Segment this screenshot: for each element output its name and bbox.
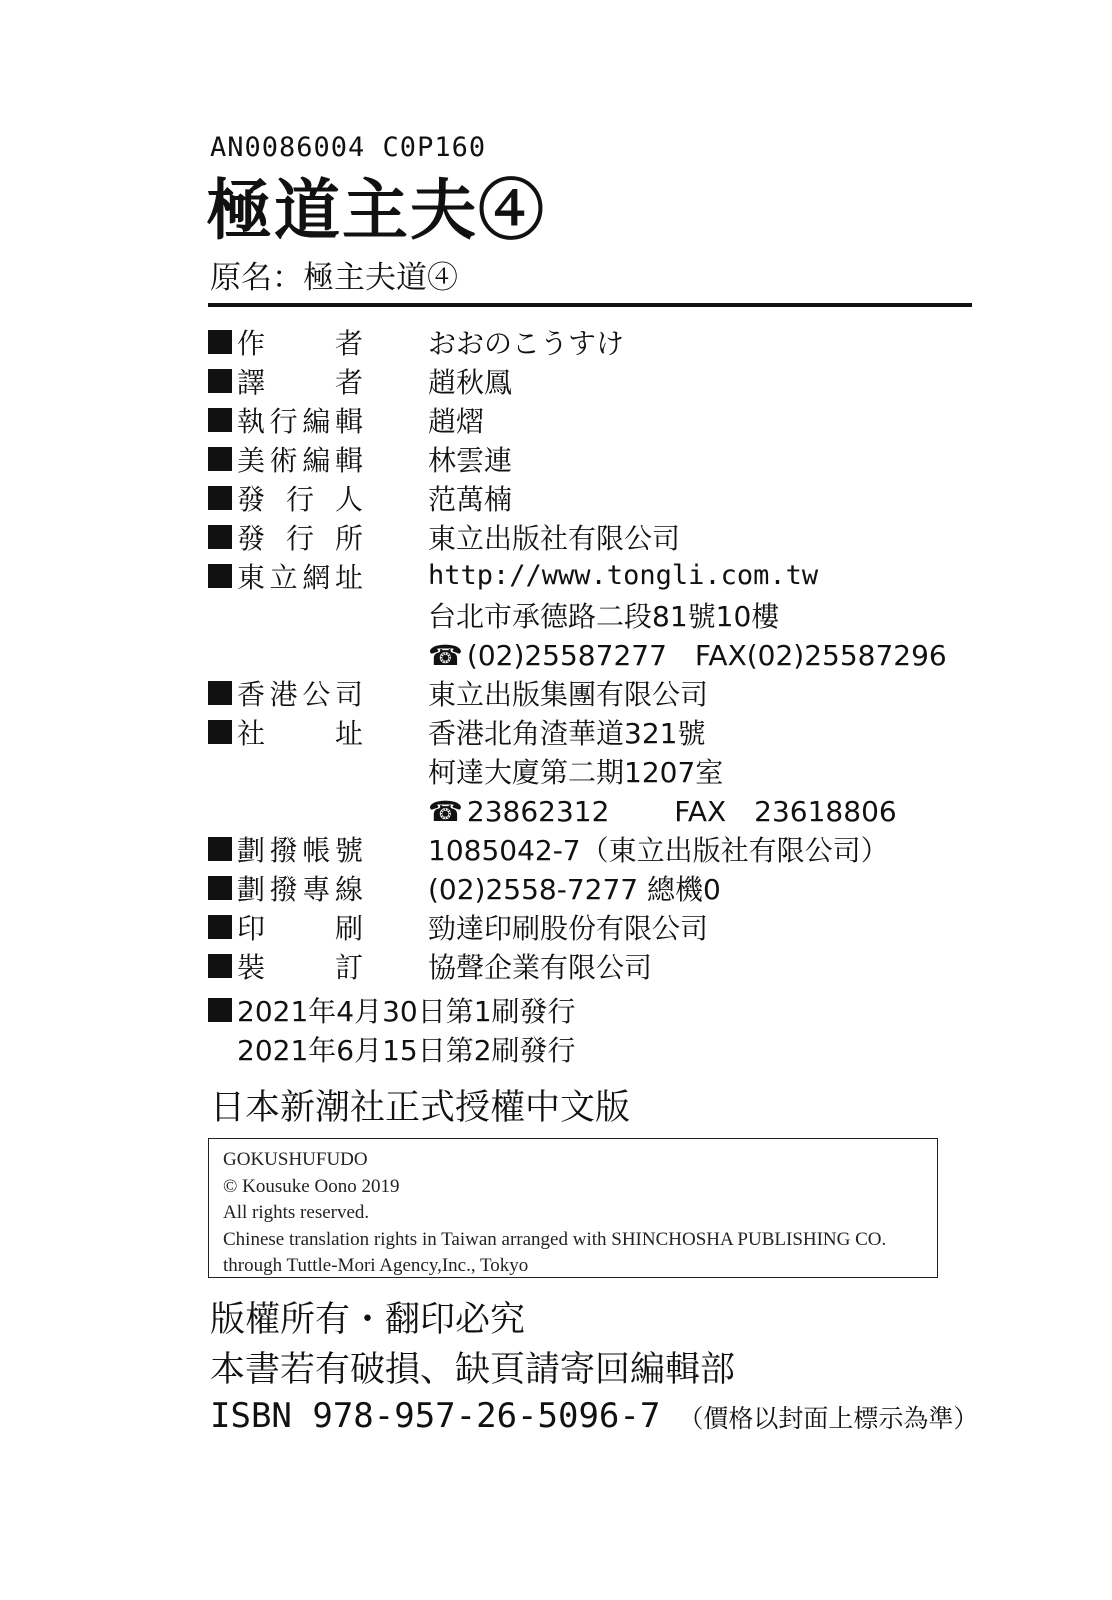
credit-label: 香港公司 — [237, 677, 363, 711]
bullet-square-icon — [208, 681, 232, 705]
bullet-square-icon — [208, 486, 232, 510]
bullet-square-icon — [208, 447, 232, 471]
hk-phone-row — [208, 790, 968, 829]
bullet-square-icon — [208, 998, 232, 1022]
credit-label: 劃撥專線 — [237, 872, 363, 906]
credit-value: 勁達印刷股份有限公司 — [428, 911, 709, 945]
credit-row-account — [208, 829, 968, 868]
rights-line: All rights reserved. — [223, 1202, 370, 1223]
rights-line: through Tuttle-Mori Agency,Inc., Tokyo — [223, 1255, 529, 1276]
isbn-number: ISBN 978-957-26-5096-7 — [210, 1396, 661, 1436]
credits-list — [208, 322, 968, 985]
website-url: http://www.tongli.com.tw — [428, 560, 819, 591]
credit-label: 發行所 — [237, 521, 363, 555]
credit-value: おおのこうすけ — [428, 326, 625, 360]
credit-value: 1085042-7（東立出版社有限公司） — [428, 833, 889, 867]
credit-label: 美術編輯 — [237, 443, 363, 477]
credit-row-translator — [208, 361, 968, 400]
credit-label: 裝 訂 — [237, 950, 363, 984]
credit-value: 林雲連 — [428, 443, 513, 477]
credit-row-art-editor — [208, 439, 968, 478]
credit-row-author — [208, 322, 968, 361]
tongli-phone-row — [208, 634, 968, 673]
credit-value: 協聲企業有限公司 — [428, 950, 653, 984]
credit-label: 發行人 — [237, 482, 363, 516]
rights-line: © Kousuke Oono 2019 — [223, 1175, 400, 1197]
credit-row-publishing-house — [208, 517, 968, 556]
credit-row-executive-editor — [208, 400, 968, 439]
rights-reserved-notice: 版權所有・翻印必究 — [210, 1300, 526, 1340]
bullet-square-icon — [208, 954, 232, 978]
tongli-address-row — [208, 595, 968, 634]
credit-value: 趙秋鳳 — [428, 365, 513, 399]
telephone-icon: ☎ — [428, 638, 463, 672]
credit-value: 范萬楠 — [428, 482, 513, 516]
tongli-address: 台北市承德路二段81號10樓 — [428, 599, 780, 633]
original-title: 原名：極主夫道④ — [210, 260, 458, 296]
credit-row-hk-address — [208, 712, 968, 751]
tongli-phone: (02)25587277 FAX(02)25587296 — [466, 638, 947, 672]
first-print-date: 2021年4月30日第1刷發行 — [237, 995, 576, 1028]
credit-label: 社 址 — [237, 716, 363, 750]
rights-box — [208, 1138, 938, 1278]
credit-label: 譯 者 — [237, 365, 363, 399]
hk-address-2: 柯達大廈第二期1207室 — [428, 755, 724, 789]
bullet-square-icon — [208, 876, 232, 900]
credit-row-hotline — [208, 868, 968, 907]
credit-row-publisher — [208, 478, 968, 517]
rights-line: Chinese translation rights in Taiwan arranged with SHINCHOSHA PUBLISHING CO. — [223, 1228, 887, 1250]
title-divider — [208, 303, 972, 307]
bullet-square-icon — [208, 369, 232, 393]
bullet-square-icon — [208, 330, 232, 354]
catalog-code: AN0086004 C0P160 — [210, 132, 487, 163]
authorization-notice: 日本新潮社正式授權中文版 — [210, 1088, 631, 1128]
credit-value: 東立出版社有限公司 — [428, 521, 681, 555]
second-print-date-row — [237, 1029, 576, 1069]
isbn-row — [210, 1396, 978, 1436]
bullet-square-icon — [208, 915, 232, 939]
credit-row-website — [208, 556, 968, 595]
book-title: 極道主夫④ — [206, 171, 546, 249]
credit-label: 執行編輯 — [237, 404, 363, 438]
bullet-square-icon — [208, 525, 232, 549]
credit-label: 劃撥帳號 — [237, 833, 363, 867]
bullet-square-icon — [208, 564, 232, 588]
price-note: （價格以封面上標示為準） — [678, 1404, 979, 1433]
second-print-date: 2021年6月15日第2刷發行 — [237, 1034, 576, 1067]
credit-label: 作 者 — [237, 326, 363, 360]
credit-label: 東立網址 — [237, 560, 363, 594]
credit-row-binding — [208, 946, 968, 985]
bullet-square-icon — [208, 837, 232, 861]
credit-value: 趙熠 — [428, 404, 485, 438]
credit-label: 印 刷 — [237, 911, 363, 945]
telephone-icon: ☎ — [428, 794, 463, 828]
bullet-square-icon — [208, 408, 232, 432]
credit-row-printing — [208, 907, 968, 946]
hk-address-row-2 — [208, 751, 968, 790]
rights-line: GOKUSHUFUDO — [223, 1149, 368, 1170]
first-print-date-row — [208, 990, 576, 1030]
bullet-square-icon — [208, 720, 232, 744]
credit-row-hk-company — [208, 673, 968, 712]
hk-phone: 23862312 FAX 23618806 — [466, 794, 897, 828]
credit-value: (02)2558-7277 總機0 — [428, 872, 721, 906]
credit-value: 香港北角渣華道321號 — [428, 716, 706, 750]
damage-notice: 本書若有破損、缺頁請寄回編輯部 — [210, 1350, 736, 1390]
credit-value: 東立出版集團有限公司 — [428, 677, 709, 711]
